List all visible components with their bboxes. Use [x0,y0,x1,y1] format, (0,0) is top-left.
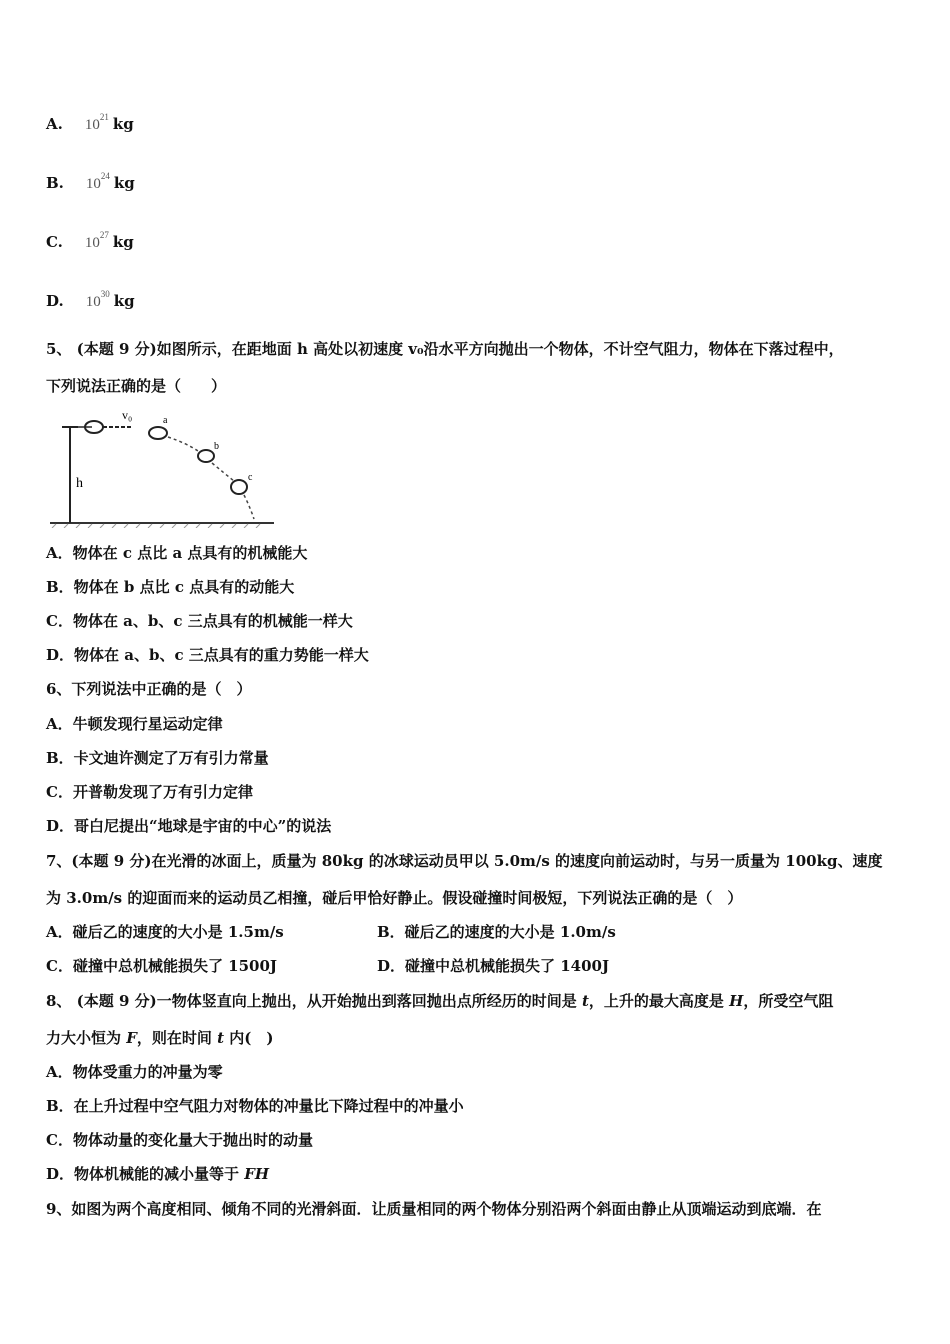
ball-c [231,480,247,494]
q8-option-a: A．物体受重力的冲量为零 [46,1063,223,1081]
q4-option-c: C. $10^{27}$ kg [46,230,134,251]
q9-stem: 9、如图为两个高度相同、倾角不同的光滑斜面．让质量相同的两个物体分别沿两个斜面由静止从顶端运动到底端．在 [46,1200,822,1218]
q6-option-d: D．哥白尼提出“地球是宇宙的中心”的说法 [46,817,332,835]
q4-option-d: D. $10^{30}$ kg [46,289,135,310]
q7-stem-line1: 7、(本题 9 分)在光滑的冰面上，质量为 80kg 的冰球运动员甲以 5.0m/s 的速度向前运动时，与另一质量为 100kg、速度 [46,852,883,870]
q5-option-c: C．物体在 a、b、c 三点具有的机械能一样大 [46,612,353,630]
ball-a [149,427,167,439]
c-label: c [248,472,253,483]
v0-label: v₀ [122,408,133,422]
q8-stem-line2: 力大小恒为 F，则在时间 t 内( ) [46,1029,274,1047]
q6-option-a: A．牛顿发现行星运动定律 [46,715,223,733]
h-label: h [76,476,83,491]
ball-b [198,450,214,462]
q5-stem-line2: 下列说法正确的是（ ） [46,377,227,395]
q7-option-b: B．碰后乙的速度的大小是 1.0m/s [377,923,616,941]
q6-option-b: B．卡文迪许测定了万有引力常量 [46,749,269,767]
q5-stem-line1: 5、 (本题 9 分)如图所示，在距地面 h 高处以初速度 v₀沿水平方向抛出一个物体，不计空气阻力，物体在下落过程中， [46,340,844,358]
b-label: b [214,441,219,452]
projectile-figure [46,403,278,528]
q6-option-c: C．开普勒发现了万有引力定律 [46,783,253,801]
q4-option-a: A. $10^{21}$ kg [46,112,134,133]
q7-option-c: C．碰撞中总机械能损失了 1500J [46,957,278,975]
q8-option-b: B．在上升过程中空气阻力对物体的冲量比下降过程中的冲量小 [46,1097,464,1115]
q5-option-a: A．物体在 c 点比 a 点具有的机械能大 [46,544,308,562]
q7-stem-line2: 为 3.0m/s 的迎面而来的运动员乙相撞，碰后甲恰好静止。假设碰撞时间极短，下列说法正确的是（ ） [46,889,743,907]
q5-option-d: D．物体在 a、b、c 三点具有的重力势能一样大 [46,646,369,664]
q6-stem: 6、下列说法中正确的是（ ） [46,680,252,698]
ground-hatching [52,524,260,528]
q7-option-a: A．碰后乙的速度的大小是 1.5m/s [46,923,284,941]
q8-option-c: C．物体动量的变化量大于抛出时的动量 [46,1131,313,1149]
q4-option-b: B. $10^{24}$ kg [46,171,135,192]
q8-stem-line1: 8、 (本题 9 分)一物体竖直向上抛出，从开始抛出到落回抛出点所经历的时间是 t，上升的最大高度是 H，所受空气阻 [46,992,834,1010]
q8-option-d: D．物体机械能的减小量等于 FH [46,1165,270,1183]
q7-option-d: D．碰撞中总机械能损失了 1400J [377,957,610,975]
a-label: a [163,415,168,426]
q5-option-b: B．物体在 b 点比 c 点具有的动能大 [46,578,295,596]
